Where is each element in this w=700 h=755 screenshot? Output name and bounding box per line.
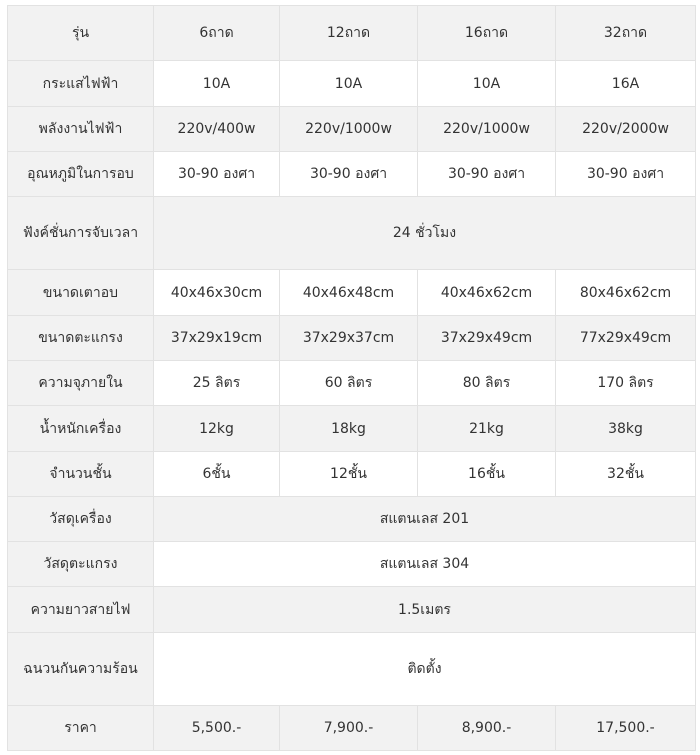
table-cell: 37x29x19cm	[154, 316, 280, 361]
spec-table	[7, 5, 696, 751]
table-cell: 30-90 องศา	[154, 152, 280, 197]
table-cell: 60 ลิตร	[280, 361, 418, 406]
row-label: วัสดุเครื่อง	[8, 497, 154, 542]
row-label: กระแสไฟฟ้า	[8, 61, 154, 107]
table-row	[8, 107, 696, 152]
table-row	[8, 406, 696, 452]
table-cell: 18kg	[280, 406, 418, 452]
table-cell: 17,500.-	[556, 706, 696, 751]
table-cell: 80 ลิตร	[418, 361, 556, 406]
merged-cell: 24 ชั่วโมง	[154, 197, 696, 270]
table-cell: 30-90 องศา	[556, 152, 696, 197]
header-cell-12-tray: 12ถาด	[280, 6, 418, 61]
row-label: ความจุภายใน	[8, 361, 154, 406]
table-cell: 5,500.-	[154, 706, 280, 751]
row-label: ขนาดเตาอบ	[8, 270, 154, 316]
table-row	[8, 587, 696, 633]
table-cell: 32ชั้น	[556, 452, 696, 497]
row-label: อุณหภูมิในการอบ	[8, 152, 154, 197]
row-label: ความยาวสายไฟ	[8, 587, 154, 633]
merged-cell: สแตนเลส 304	[154, 542, 696, 587]
table-row	[8, 270, 696, 316]
table-cell: 10A	[418, 61, 556, 107]
table-cell: 40x46x48cm	[280, 270, 418, 316]
header-cell-model: รุ่น	[8, 6, 154, 61]
table-row	[8, 497, 696, 542]
table-cell: 77x29x49cm	[556, 316, 696, 361]
table-row	[8, 316, 696, 361]
table-cell: 16ชั้น	[418, 452, 556, 497]
table-cell: 220v/2000w	[556, 107, 696, 152]
row-label: ขนาดตะแกรง	[8, 316, 154, 361]
merged-cell: ติดตั้ง	[154, 633, 696, 706]
header-cell-32-tray: 32ถาด	[556, 6, 696, 61]
table-row	[8, 197, 696, 270]
merged-cell: สแตนเลส 201	[154, 497, 696, 542]
table-row	[8, 706, 696, 751]
table-cell: 170 ลิตร	[556, 361, 696, 406]
table-row	[8, 542, 696, 587]
table-cell: 220v/1000w	[418, 107, 556, 152]
table-header-row	[8, 6, 696, 61]
table-cell: 38kg	[556, 406, 696, 452]
table-cell: 10A	[154, 61, 280, 107]
spec-table-container	[7, 5, 695, 751]
table-cell: 6ชั้น	[154, 452, 280, 497]
table-cell: 40x46x62cm	[418, 270, 556, 316]
table-cell: 25 ลิตร	[154, 361, 280, 406]
table-cell: 12ชั้น	[280, 452, 418, 497]
table-row	[8, 361, 696, 406]
table-cell: 220v/400w	[154, 107, 280, 152]
row-label: วัสดุตะแกรง	[8, 542, 154, 587]
header-cell-6-tray: 6ถาด	[154, 6, 280, 61]
row-label: พลังงานไฟฟ้า	[8, 107, 154, 152]
table-cell: 7,900.-	[280, 706, 418, 751]
table-cell: 21kg	[418, 406, 556, 452]
table-cell: 16A	[556, 61, 696, 107]
table-cell: 10A	[280, 61, 418, 107]
table-cell: 40x46x30cm	[154, 270, 280, 316]
row-label: น้ำหนักเครื่อง	[8, 406, 154, 452]
table-cell: 12kg	[154, 406, 280, 452]
table-cell: 220v/1000w	[280, 107, 418, 152]
table-row	[8, 452, 696, 497]
table-row	[8, 61, 696, 107]
table-cell: 80x46x62cm	[556, 270, 696, 316]
table-cell: 37x29x49cm	[418, 316, 556, 361]
table-cell: 8,900.-	[418, 706, 556, 751]
row-label: จำนวนชั้น	[8, 452, 154, 497]
table-row	[8, 633, 696, 706]
table-cell: 30-90 องศา	[418, 152, 556, 197]
row-label: ฉนวนกันความร้อน	[8, 633, 154, 706]
table-row	[8, 152, 696, 197]
row-label: ราคา	[8, 706, 154, 751]
row-label: ฟังค์ชั่นการจับเวลา	[8, 197, 154, 270]
header-cell-16-tray: 16ถาด	[418, 6, 556, 61]
table-cell: 37x29x37cm	[280, 316, 418, 361]
table-cell: 30-90 องศา	[280, 152, 418, 197]
merged-cell: 1.5เมตร	[154, 587, 696, 633]
